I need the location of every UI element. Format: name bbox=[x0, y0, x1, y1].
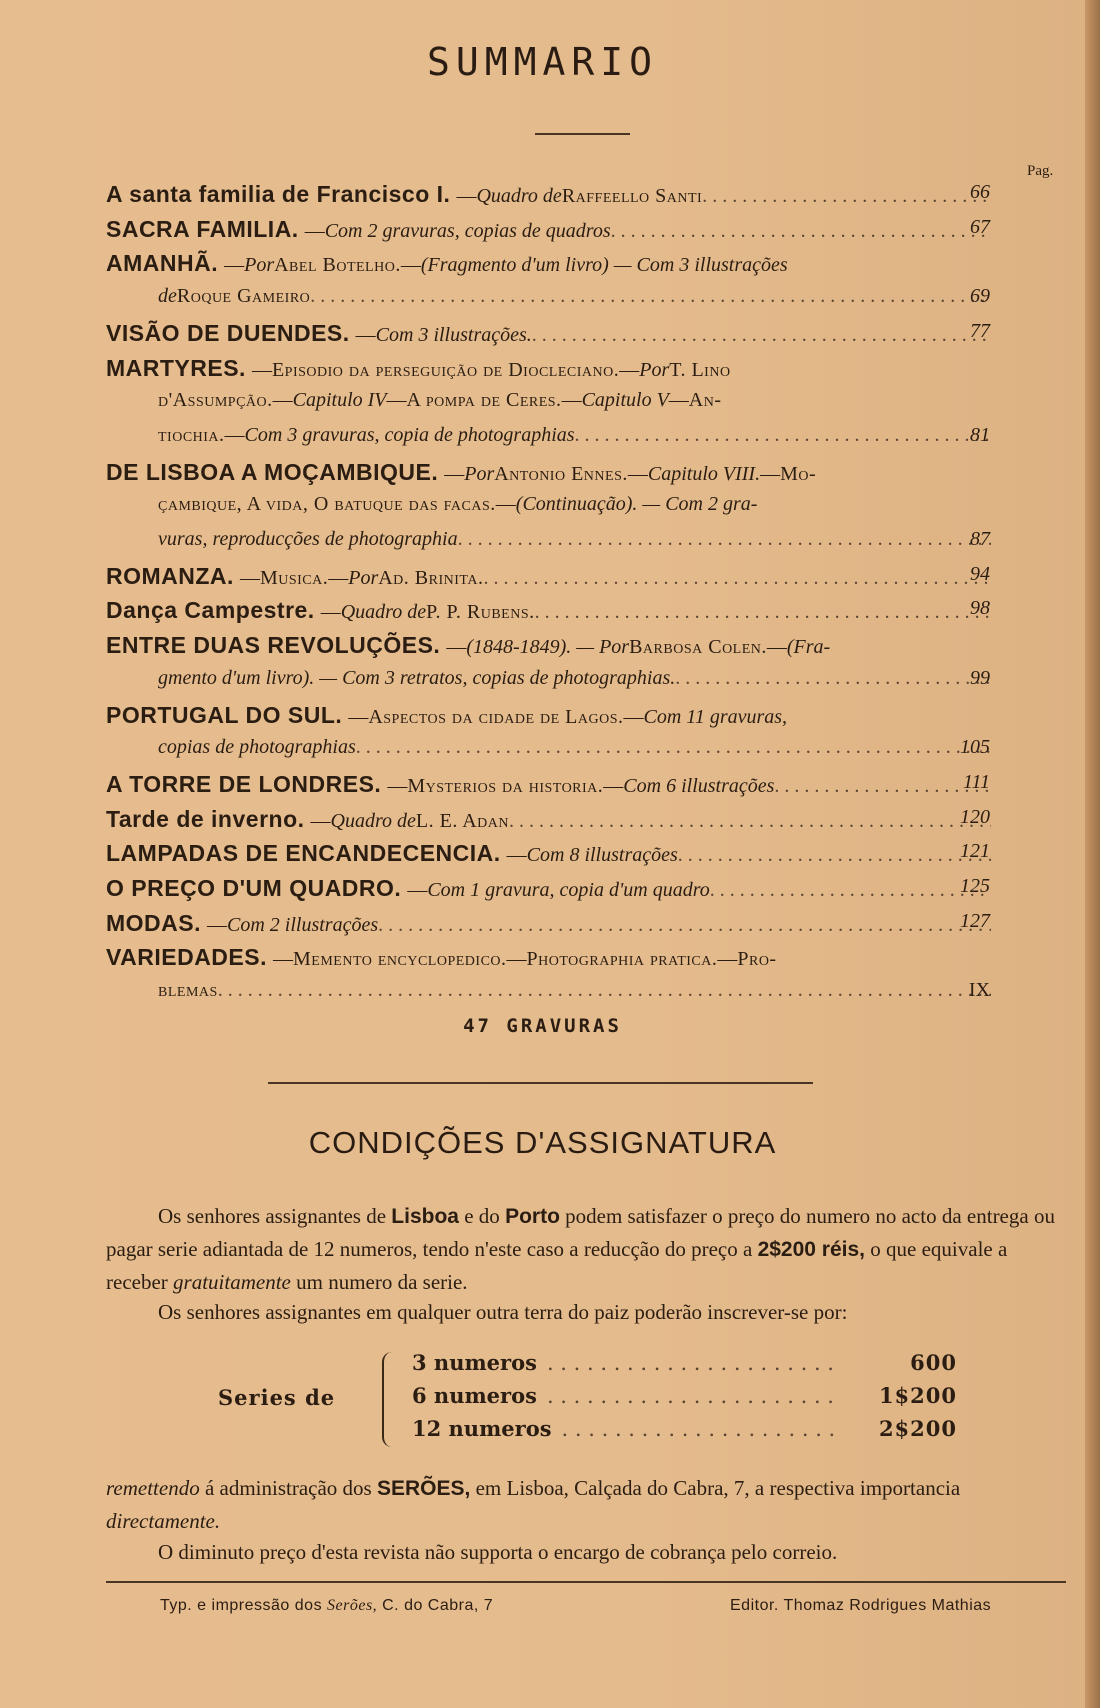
toc-entry-line bbox=[106, 216, 991, 243]
series-label: Series de bbox=[218, 1385, 336, 1410]
entry-text: Quadro de bbox=[340, 601, 427, 624]
toc-entry-line bbox=[106, 910, 991, 937]
entry-text: — bbox=[273, 948, 293, 971]
toc-entry-line bbox=[106, 459, 991, 486]
entry-text: — bbox=[355, 323, 376, 346]
entry-text: Por bbox=[639, 358, 670, 381]
entry-title: VARIEDADES. bbox=[106, 944, 267, 971]
entry-text: çambique, A vida, O batuque das facas. bbox=[158, 493, 496, 516]
entry-title: VISÃO DE DUENDES. bbox=[106, 319, 350, 346]
entry-text: Com 6 illustrações bbox=[623, 774, 775, 797]
series-count: 12 numeros bbox=[412, 1416, 552, 1441]
entry-text: — bbox=[506, 844, 527, 867]
series-price: 1$200 bbox=[878, 1383, 957, 1408]
entry-text: de bbox=[158, 285, 177, 308]
toc-entry-line bbox=[106, 320, 991, 347]
entry-title: MODAS. bbox=[106, 909, 201, 936]
dot-leader bbox=[218, 979, 991, 1002]
entry-text: — bbox=[328, 566, 349, 589]
entry-text: — bbox=[304, 219, 325, 242]
entry-text: á administração dos bbox=[199, 1476, 377, 1500]
toc-entry-line bbox=[106, 355, 991, 382]
entry-text: — bbox=[717, 948, 738, 971]
entry-text: o que equivale a receber bbox=[106, 1237, 1008, 1294]
toc-entry-line bbox=[158, 979, 991, 1002]
entry-text: — bbox=[627, 462, 648, 485]
entry-text: Por bbox=[464, 462, 495, 485]
dot-leader bbox=[310, 285, 991, 308]
entry-title: A TORRE DE LONDRES. bbox=[106, 770, 382, 797]
conditions-paragraph-2: Os senhores assignantes em qualquer outra terra do paiz poderão inscrever-se por: bbox=[158, 1300, 848, 1324]
entry-text: (1848-1849). — Por bbox=[466, 636, 630, 659]
entry-text: (Continuação). — Com 2 gra- bbox=[515, 493, 758, 516]
toc-entry-line bbox=[106, 597, 991, 624]
toc-entry-line bbox=[106, 944, 991, 971]
entry-text: — bbox=[495, 493, 516, 516]
entry-text: Capitulo IV bbox=[292, 389, 387, 412]
entry-text: — bbox=[251, 358, 272, 381]
entry-text: Capitulo V bbox=[581, 389, 669, 412]
entry-text: Raffeello Santi bbox=[561, 185, 703, 207]
toc-entry-line bbox=[158, 528, 991, 551]
entry-text: — bbox=[407, 879, 428, 901]
entry-title: ENTRE DUAS REVOLUÇÕES. bbox=[106, 632, 441, 659]
dot-leader bbox=[535, 601, 991, 624]
series-count: 6 numeros bbox=[412, 1383, 537, 1408]
entry-text: — bbox=[446, 636, 467, 659]
entry-text: Mo- bbox=[780, 462, 817, 485]
entry-text: gmento d'um livro). — Com 3 retratos, copias de photographias. bbox=[158, 666, 676, 689]
entry-text: Com 3 gravuras, copia de photographias bbox=[244, 423, 575, 446]
gravuras-count: 47 GRAVURAS bbox=[463, 1015, 622, 1037]
toc-entry-line bbox=[106, 875, 991, 902]
entry-title: O PREÇO D'UM QUADRO. bbox=[106, 875, 402, 901]
entry-text: Episodio da perseguição de Diocleciano. bbox=[271, 358, 620, 381]
toc-entry-line bbox=[158, 389, 991, 412]
entry-text: — bbox=[766, 636, 787, 659]
entry-title: ROMANZA. bbox=[106, 562, 234, 589]
footer-printer-b: Serões, bbox=[327, 1597, 378, 1614]
entry-text: podem satisfazer o preço do numero no acto da entrega ou pagar serie adiantada de 12 numeros, tendo n'este caso a reducção do preço a bbox=[106, 1204, 1055, 1261]
entry-text: Abel Botelho. bbox=[274, 254, 401, 277]
entry-text: — bbox=[207, 913, 227, 936]
page-number: 94 bbox=[970, 562, 990, 585]
entry-text: gratuitamente bbox=[173, 1270, 291, 1294]
entry-text: Porto bbox=[505, 1205, 560, 1228]
entry-text: em Lisboa, Calçada do Cabra, 7, a respectiva importancia bbox=[470, 1476, 961, 1500]
toc-entry-line bbox=[106, 632, 991, 659]
entry-text: P. P. Rubens. bbox=[426, 601, 535, 624]
entry-text: Com 2 gravuras, copias de quadros bbox=[324, 219, 611, 242]
entry-text: Com 8 illustrações bbox=[526, 844, 678, 867]
entry-text: — bbox=[506, 948, 527, 971]
entry-text: Capitulo VIII. bbox=[647, 462, 761, 485]
conditions-paragraph-4: O diminuto preço d'esta revista não supporta o encargo de cobrança pelo correio. bbox=[158, 1540, 838, 1564]
dot-leader bbox=[509, 810, 991, 833]
toc-entry-line bbox=[158, 424, 991, 447]
series-price: 2$200 bbox=[878, 1416, 957, 1441]
entry-text: — bbox=[272, 389, 293, 412]
entry-title: LAMPADAS DE ENCANDECENCIA. bbox=[106, 840, 501, 867]
entry-text: blemas bbox=[158, 979, 218, 1002]
entry-text: — bbox=[320, 601, 341, 624]
series-brace bbox=[382, 1352, 396, 1447]
title-rule bbox=[535, 133, 630, 135]
dot-leader bbox=[562, 1417, 837, 1441]
entry-text: — bbox=[444, 462, 465, 485]
page-number: 67 bbox=[970, 215, 990, 238]
entry-text: Mysterios da historia. bbox=[407, 774, 604, 797]
entry-text: Com 1 gravura, copia d'um quadro bbox=[427, 879, 710, 901]
entry-text: — bbox=[348, 705, 369, 728]
series-row bbox=[412, 1383, 957, 1408]
page-number: 77 bbox=[970, 319, 990, 342]
entry-text: Com 11 gravuras, bbox=[643, 705, 788, 728]
conditions-paragraph-1 bbox=[106, 1200, 1066, 1298]
entry-text: — bbox=[224, 254, 245, 277]
page-number: 99 bbox=[970, 666, 990, 689]
entry-text: Pro- bbox=[737, 948, 777, 971]
entry-text: Barbosa Colen. bbox=[629, 636, 767, 659]
entry-text: Roque Gameiro bbox=[176, 285, 311, 308]
entry-text: Ad. Brinita. bbox=[378, 566, 484, 589]
toc-entry-line bbox=[158, 667, 991, 690]
conditions-paragraph-3 bbox=[106, 1472, 1066, 1537]
entry-text: — bbox=[456, 185, 477, 207]
series-row bbox=[412, 1416, 957, 1441]
dot-leader bbox=[547, 1384, 837, 1408]
entry-text: Memento encyclopedico. bbox=[293, 948, 507, 971]
page-number: 81 bbox=[970, 423, 990, 446]
entry-text: Por bbox=[348, 566, 379, 589]
page-edge bbox=[1085, 0, 1100, 1708]
series-row bbox=[412, 1350, 957, 1375]
dot-leader bbox=[378, 914, 991, 937]
conditions-title: CONDIÇÕES D'ASSIGNATURA bbox=[308, 1125, 777, 1160]
entry-text: Photographia pratica. bbox=[526, 948, 718, 971]
entry-text: Quadro de bbox=[476, 185, 562, 207]
section-rule bbox=[268, 1082, 813, 1084]
entry-text: Musica. bbox=[259, 566, 329, 589]
entry-text: — bbox=[561, 389, 582, 412]
page-number: 69 bbox=[970, 285, 990, 308]
dot-leader bbox=[547, 1351, 837, 1375]
entry-title: PORTUGAL DO SUL. bbox=[106, 701, 343, 728]
page-number: IX bbox=[968, 979, 990, 1002]
entry-text: Com 2 illustrações bbox=[227, 913, 379, 936]
entry-text: e do bbox=[458, 1204, 506, 1228]
entry-text: Antonio Ennes. bbox=[494, 462, 628, 485]
entry-text: Lisboa bbox=[391, 1205, 459, 1228]
toc-entry-line bbox=[158, 493, 991, 516]
entry-title: Dança Campestre. bbox=[106, 597, 315, 624]
entry-text: tiochia. bbox=[158, 423, 225, 446]
page-number: 98 bbox=[970, 597, 990, 620]
entry-text: copias de photographias bbox=[158, 736, 356, 759]
entry-title: MARTYRES. bbox=[106, 354, 246, 381]
footer-printer bbox=[160, 1597, 493, 1615]
entry-title: Tarde de inverno. bbox=[106, 805, 305, 832]
entry-text: — bbox=[623, 705, 644, 728]
entry-text: Quadro de bbox=[330, 809, 416, 832]
footer-editor: Editor. Thomaz Rodrigues Mathias bbox=[730, 1597, 992, 1614]
entry-text: d'Assumpção. bbox=[158, 389, 273, 412]
entry-title: SACRA FAMILIA. bbox=[106, 215, 299, 242]
toc-entry-line bbox=[106, 250, 991, 277]
toc-entry-line bbox=[106, 181, 991, 208]
entry-text: — bbox=[310, 809, 331, 832]
entry-text: Com 3 illustrações. bbox=[375, 323, 532, 346]
entry-text: — bbox=[400, 254, 421, 277]
dot-leader bbox=[575, 424, 991, 447]
toc-entry-line bbox=[106, 702, 991, 729]
entry-text: um numero da serie. bbox=[290, 1270, 468, 1294]
entry-text: Por bbox=[244, 254, 275, 277]
page-number: 125 bbox=[960, 875, 990, 897]
series-price: 600 bbox=[910, 1350, 957, 1375]
page-title: SUMMARIO bbox=[426, 40, 659, 84]
entry-text: Aspectos da cidade de Lagos. bbox=[368, 705, 624, 728]
toc-entry-line bbox=[106, 806, 991, 833]
entry-text: — bbox=[619, 358, 640, 381]
dot-leader bbox=[356, 736, 991, 759]
entry-title: AMANHÃ. bbox=[106, 250, 219, 277]
entry-text: An- bbox=[688, 389, 722, 412]
dot-leader bbox=[532, 324, 991, 347]
toc-entry-line bbox=[106, 771, 991, 798]
entry-title: A santa familia de Francisco I. bbox=[106, 181, 451, 207]
entry-text: T. Lino bbox=[669, 358, 731, 381]
dot-leader bbox=[483, 567, 991, 590]
entry-text: — bbox=[387, 774, 408, 797]
series-count: 3 numeros bbox=[412, 1350, 537, 1375]
page-number: 87 bbox=[970, 528, 990, 550]
page-number: 127 bbox=[960, 909, 990, 932]
page-number: 120 bbox=[960, 805, 990, 828]
toc-entry-line bbox=[106, 840, 991, 867]
entry-text: (Fra- bbox=[786, 636, 831, 659]
entry-text: Os senhores assignantes de bbox=[158, 1204, 392, 1228]
footer-rule bbox=[106, 1581, 1066, 1583]
page-number: 121 bbox=[960, 840, 990, 863]
entry-title: DE LISBOA A MOÇAMBIQUE. bbox=[106, 458, 439, 485]
toc-entry-line bbox=[158, 285, 991, 308]
footer-printer-c: C. do Cabra, 7 bbox=[377, 1597, 494, 1614]
entry-text: — bbox=[760, 462, 781, 485]
entry-text: directamente. bbox=[106, 1509, 221, 1533]
footer-printer-a: Typ. e impressão dos bbox=[160, 1597, 328, 1614]
page-number: 105 bbox=[960, 736, 990, 759]
page-number: 111 bbox=[962, 770, 990, 793]
entry-text: — bbox=[224, 423, 245, 446]
entry-text: — bbox=[386, 389, 407, 412]
entry-text: — bbox=[603, 774, 624, 797]
entry-text: L. E. Adan bbox=[415, 809, 509, 832]
entry-text: A pompa de Ceres. bbox=[406, 389, 562, 412]
entry-text: 2$200 réis, bbox=[757, 1238, 866, 1261]
entry-text: vuras, reproducções de photographia bbox=[158, 527, 458, 550]
entry-text: SERÕES, bbox=[376, 1477, 471, 1500]
toc-entry-line bbox=[158, 736, 991, 759]
entry-text: — bbox=[239, 566, 260, 589]
entry-text: remettendo bbox=[106, 1476, 200, 1500]
page-number: 66 bbox=[970, 181, 990, 203]
entry-text: — bbox=[668, 389, 689, 412]
dot-leader bbox=[458, 528, 991, 551]
pag-label: Pag. bbox=[1027, 163, 1054, 179]
entry-text: (Fragmento d'um livro) — Com 3 illustrações bbox=[420, 254, 788, 277]
toc-entry-line bbox=[106, 563, 991, 590]
